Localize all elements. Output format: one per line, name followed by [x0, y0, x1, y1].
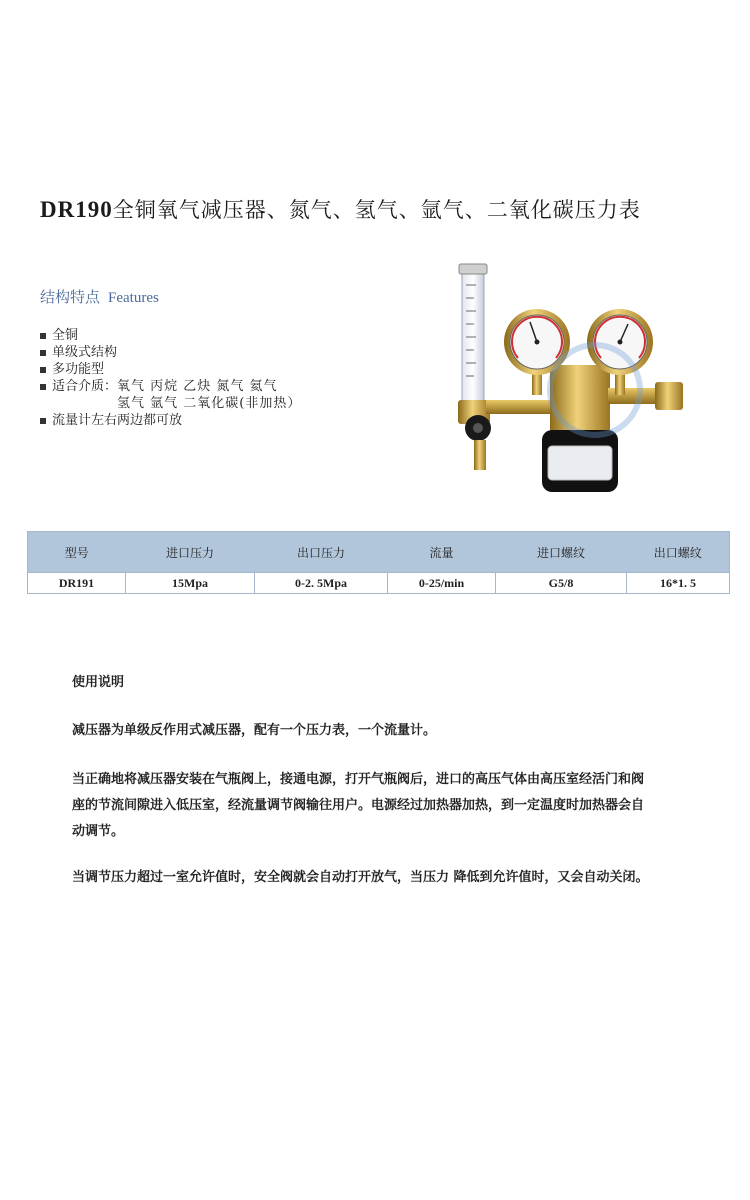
cell-outlet-pressure: 0-2. 5Mpa	[255, 573, 388, 594]
title-text: 全铜氧气减压器、氮气、氢气、氩气、二氧化碳压力表	[112, 198, 641, 222]
cell-outlet-thread: 16*1. 5	[627, 573, 730, 594]
page-title	[40, 194, 641, 224]
feature-text: 单级式结构	[52, 345, 118, 360]
col-flow: 流量	[388, 532, 496, 573]
bullet-icon	[40, 333, 46, 339]
features-list	[40, 327, 301, 429]
col-model: 型号	[28, 532, 126, 573]
feature-item-media	[40, 378, 301, 412]
bullet-icon	[40, 384, 46, 390]
feature-text: 多功能型	[52, 362, 105, 377]
usage-p3-text: 当调节压力超过一室允许值时，安全阀就会自动打开放气，当压力 降低到允许值时，又会自动关闭。	[72, 870, 649, 885]
features-heading-en: Features	[108, 290, 159, 306]
spec-table	[27, 531, 730, 594]
cell-inlet-pressure: 15Mpa	[126, 573, 255, 594]
product-image	[440, 250, 700, 525]
cell-inlet-thread: G5/8	[496, 573, 627, 594]
bullet-icon	[40, 418, 46, 424]
features-heading	[40, 286, 159, 307]
feature-item	[40, 327, 301, 344]
media-line-1: 氧气 丙烷 乙炔 氮气 氦气	[117, 379, 278, 394]
usage-p1-text: 减压器为单级反作用式减压器，配有一个压力表，一个流量计。	[72, 723, 437, 738]
table-header-row	[28, 532, 730, 573]
cell-model: DR191	[28, 573, 126, 594]
usage-paragraph-2	[72, 767, 652, 845]
feature-text: 全铜	[52, 328, 79, 343]
usage-p2-text: 当正确地将减压器安装在气瓶阀上，接通电源，打开气瓶阀后，进口的高压气体由高压室经活门和阀座的节流间隙进入低压室，经流量调节阀输往用户。电源经过加热器加热，到一定温度时加热器会自动调节。	[72, 772, 645, 839]
usage-paragraph-3	[72, 865, 652, 891]
cell-flow: 0-25/min	[388, 573, 496, 594]
usage-title	[72, 670, 652, 696]
col-inlet-thread: 进口螺纹	[496, 532, 627, 573]
bullet-icon	[40, 367, 46, 373]
col-outlet-pressure: 出口压力	[255, 532, 388, 573]
col-outlet-thread: 出口螺纹	[627, 532, 730, 573]
features-heading-cn: 结构特点	[40, 288, 101, 306]
feature-item	[40, 344, 301, 361]
model-number: DR190	[40, 197, 113, 222]
bullet-icon	[40, 350, 46, 356]
feature-item	[40, 361, 301, 378]
media-line-2: 氢气 氩气 二氧化碳(非加热）	[117, 396, 302, 411]
feature-text: 流量计左右两边都可放	[52, 413, 183, 428]
feature-item	[40, 412, 301, 429]
table-row	[28, 573, 730, 594]
usage-paragraph-1	[72, 718, 652, 744]
usage-title-text: 使用说明	[72, 675, 125, 690]
media-label: 适合介质：	[52, 379, 118, 394]
col-inlet-pressure: 进口压力	[126, 532, 255, 573]
